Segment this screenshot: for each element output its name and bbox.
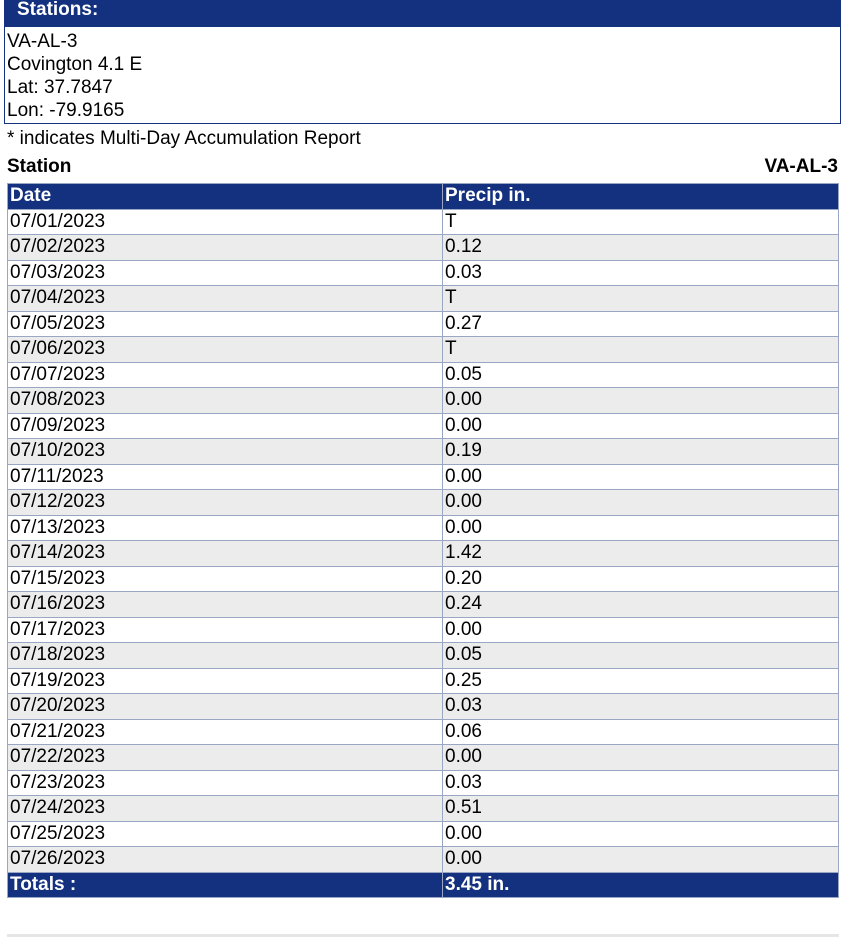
- precip-cell: 0.00: [443, 515, 839, 541]
- date-cell: 07/07/2023: [8, 362, 443, 388]
- precip-cell: 0.06: [443, 719, 839, 745]
- table-row: [8, 235, 839, 261]
- table-row: [8, 388, 839, 414]
- date-cell: 07/16/2023: [8, 592, 443, 618]
- precip-cell: 0.24: [443, 592, 839, 618]
- table-row: [8, 770, 839, 796]
- date-cell: 07/12/2023: [8, 490, 443, 516]
- date-cell: 07/01/2023: [8, 209, 443, 235]
- stations-panel: [4, 0, 841, 124]
- precip-column-header: Precip in.: [443, 184, 839, 210]
- table-row: [8, 209, 839, 235]
- table-row: [8, 286, 839, 312]
- table-row: [8, 668, 839, 694]
- table-row: [8, 694, 839, 720]
- precip-cell: 0.12: [443, 235, 839, 261]
- precip-cell: 0.27: [443, 311, 839, 337]
- date-cell: 07/20/2023: [8, 694, 443, 720]
- table-row: [8, 541, 839, 567]
- table-row: [8, 362, 839, 388]
- multi-day-note: * indicates Multi-Day Accumulation Report: [7, 128, 361, 149]
- table-row: [8, 464, 839, 490]
- precip-cell: 0.25: [443, 668, 839, 694]
- table-row: [8, 566, 839, 592]
- table-row: [8, 311, 839, 337]
- precip-cell: 0.00: [443, 413, 839, 439]
- date-column-header: Date: [8, 184, 443, 210]
- table-row: [8, 796, 839, 822]
- date-cell: 07/18/2023: [8, 643, 443, 669]
- table-row: [8, 719, 839, 745]
- precip-cell: 0.03: [443, 260, 839, 286]
- date-cell: 07/21/2023: [8, 719, 443, 745]
- station-lat: Lat: 37.7847: [7, 77, 113, 98]
- precip-cell: 0.00: [443, 847, 839, 873]
- table-row: [8, 260, 839, 286]
- station-row: [7, 155, 838, 179]
- precip-cell: 0.03: [443, 770, 839, 796]
- precip-cell: 1.42: [443, 541, 839, 567]
- date-cell: 07/04/2023: [8, 286, 443, 312]
- date-cell: 07/24/2023: [8, 796, 443, 822]
- precip-cell: 0.00: [443, 821, 839, 847]
- stations-header: Stations:: [5, 1, 840, 28]
- precip-cell: 0.05: [443, 362, 839, 388]
- table-row: [8, 413, 839, 439]
- date-cell: 07/15/2023: [8, 566, 443, 592]
- date-cell: 07/26/2023: [8, 847, 443, 873]
- precip-cell: 0.20: [443, 566, 839, 592]
- table-row: [8, 643, 839, 669]
- station-info: [5, 28, 840, 122]
- date-cell: 07/17/2023: [8, 617, 443, 643]
- date-cell: 07/10/2023: [8, 439, 443, 465]
- date-cell: 07/11/2023: [8, 464, 443, 490]
- table-row: [8, 847, 839, 873]
- precip-table: [7, 183, 839, 898]
- date-cell: 07/08/2023: [8, 388, 443, 414]
- table-row: [8, 745, 839, 771]
- precip-cell: 0.05: [443, 643, 839, 669]
- table-row: [8, 337, 839, 363]
- station-location: Covington 4.1 E: [7, 54, 143, 75]
- date-cell: 07/19/2023: [8, 668, 443, 694]
- precip-cell: 0.51: [443, 796, 839, 822]
- precip-cell: 0.19: [443, 439, 839, 465]
- totals-value: 3.45 in.: [443, 872, 839, 898]
- date-cell: 07/25/2023: [8, 821, 443, 847]
- totals-label: Totals :: [8, 872, 443, 898]
- date-cell: 07/06/2023: [8, 337, 443, 363]
- station-value: VA-AL-3: [764, 156, 838, 177]
- station-lon: Lon: -79.9165: [7, 100, 125, 121]
- totals-row: [8, 872, 839, 898]
- date-cell: 07/14/2023: [8, 541, 443, 567]
- date-cell: 07/05/2023: [8, 311, 443, 337]
- table-row: [8, 617, 839, 643]
- precip-cell: 0.00: [443, 617, 839, 643]
- precip-cell: 0.00: [443, 490, 839, 516]
- date-cell: 07/03/2023: [8, 260, 443, 286]
- date-cell: 07/23/2023: [8, 770, 443, 796]
- date-cell: 07/02/2023: [8, 235, 443, 261]
- precip-cell: 0.00: [443, 464, 839, 490]
- precip-cell: 0.00: [443, 388, 839, 414]
- precip-cell: T: [443, 286, 839, 312]
- precip-cell: 0.03: [443, 694, 839, 720]
- precip-cell: 0.00: [443, 745, 839, 771]
- date-cell: 07/22/2023: [8, 745, 443, 771]
- precip-cell: T: [443, 337, 839, 363]
- table-header-row: [8, 184, 839, 210]
- table-row: [8, 439, 839, 465]
- table-row: [8, 592, 839, 618]
- date-cell: 07/09/2023: [8, 413, 443, 439]
- table-row: [8, 821, 839, 847]
- table-row: [8, 515, 839, 541]
- date-cell: 07/13/2023: [8, 515, 443, 541]
- station-id: VA-AL-3: [7, 31, 78, 52]
- precip-cell: T: [443, 209, 839, 235]
- table-row: [8, 490, 839, 516]
- station-label: Station: [7, 156, 72, 177]
